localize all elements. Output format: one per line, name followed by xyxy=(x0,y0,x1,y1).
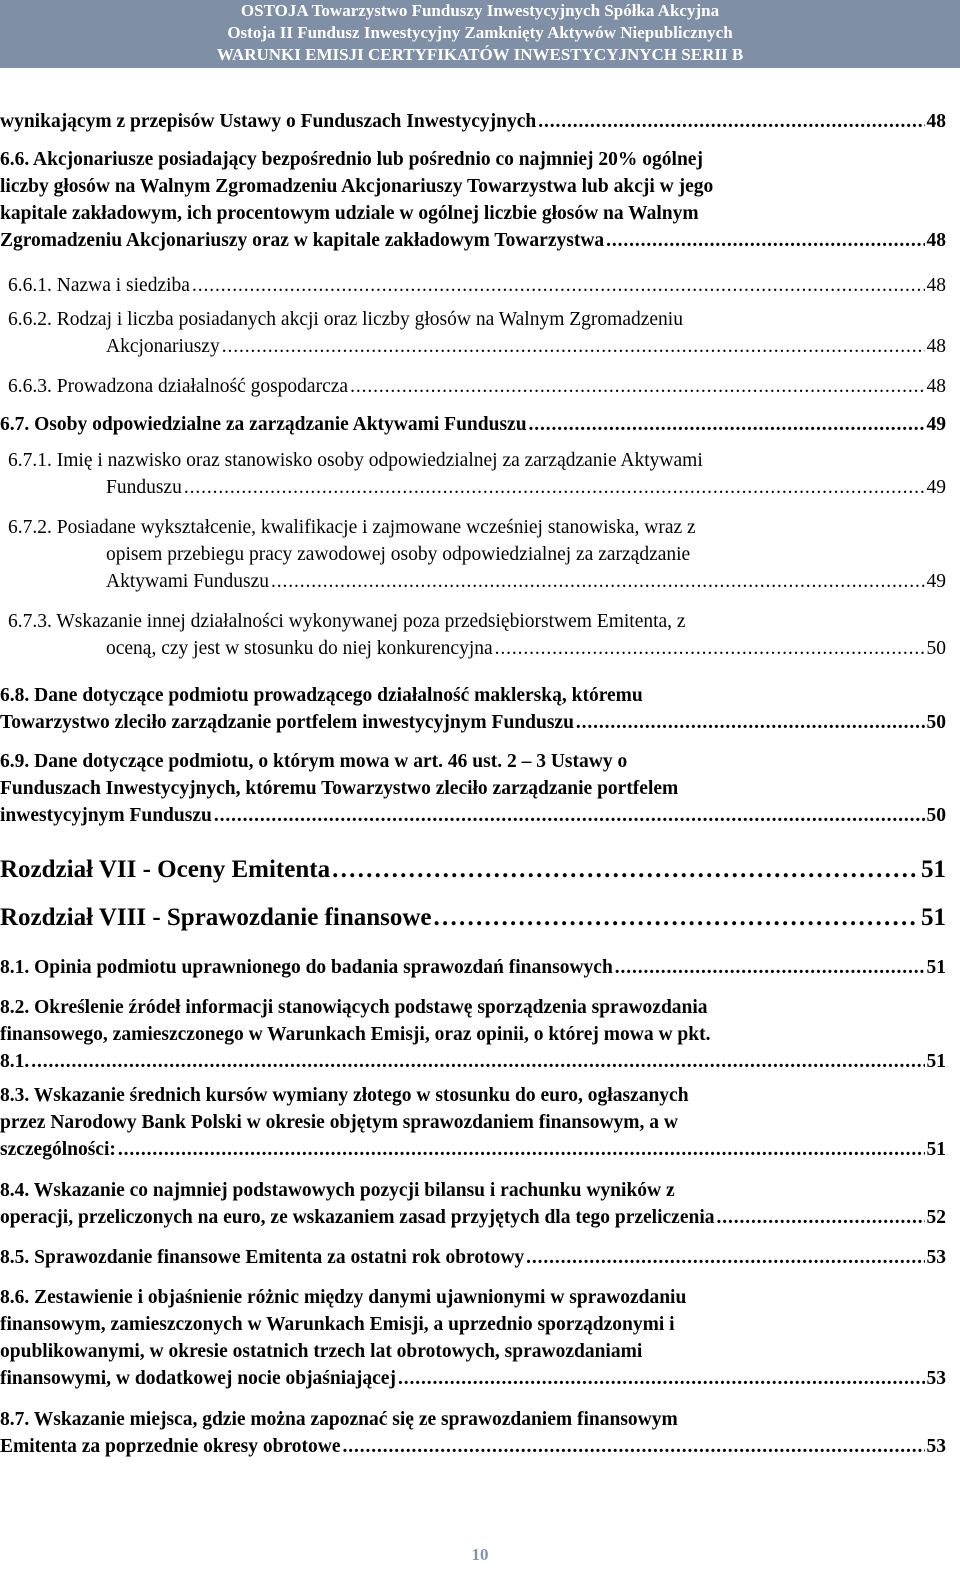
toc-page-number: 48 xyxy=(926,275,946,296)
toc-entry-text-last: Zgromadzeniu Akcjonariuszy oraz w kapitale zakładowym Towarzystwa xyxy=(0,230,605,251)
toc-entry-text: 8.1. Opinia podmiotu uprawnionego do badania sprawozdań finansowych xyxy=(0,957,613,978)
toc-entry-text: 6.8. Dane dotyczące podmiotu prowadzącego działalność maklerską, któremu xyxy=(0,685,643,706)
header-fund: Ostoja II Fundusz Inwestycyjny Zamknięty Aktywów Niepublicznych xyxy=(227,23,733,42)
toc-entry-text: 6.7. Osoby odpowiedzialne za zarządzanie Aktywami Funduszu xyxy=(0,414,527,435)
toc-leader xyxy=(576,709,925,736)
toc-page-number: 51 xyxy=(926,1051,946,1072)
toc-leader xyxy=(716,1204,924,1231)
toc-entry-text: 6.6. Akcjonariusze posiadający bezpośrednio lub pośrednio co najmniej 20% ogólnej xyxy=(0,149,703,170)
toc-page-number: 53 xyxy=(926,1368,946,1389)
toc-entry[interactable] xyxy=(0,108,946,135)
toc-leader xyxy=(118,1136,925,1163)
toc-entry[interactable] xyxy=(0,994,946,1075)
toc-entry-text-last: szczególności: xyxy=(0,1139,116,1160)
toc-page-number: 51 xyxy=(926,1139,946,1160)
toc-chapter[interactable] xyxy=(0,902,946,934)
toc-leader xyxy=(222,333,925,360)
toc-entry[interactable] xyxy=(8,514,946,595)
toc-page-number: 48 xyxy=(926,230,946,251)
toc-page-number: 51 xyxy=(921,856,946,883)
toc-entry[interactable] xyxy=(0,682,946,736)
toc-leader xyxy=(271,568,924,595)
toc-entry-text-last: oceną, czy jest w stosunku do niej konkurencyjna xyxy=(106,638,493,659)
header-company: OSTOJA Towarzystwo Funduszy Inwestycyjnych Spółka Akcyjna xyxy=(240,1,720,20)
toc-entry-text-last: Emitenta za poprzednie okresy obrotowe xyxy=(0,1436,341,1457)
toc-entry[interactable] xyxy=(0,954,946,981)
toc-entry-text-last: Towarzystwo zleciło zarządzanie portfelem inwestycyjnym Funduszu xyxy=(0,712,574,733)
toc-entry-continuation: liczby głosów na Walnym Zgromadzeniu Akcjonariuszy Towarzystwa lub akcji w jego xyxy=(0,176,714,197)
toc-leader xyxy=(332,854,919,886)
toc-entry-text-last: Aktywami Funduszu xyxy=(106,571,270,592)
toc-entry[interactable] xyxy=(0,1284,946,1392)
toc-entry-text-last: 8.1. xyxy=(0,1051,30,1072)
toc-page-number: 49 xyxy=(926,414,946,435)
toc-entry-text: 8.7. Wskazanie miejsca, gdzie można zapoznać się ze sprawozdaniem finansowym xyxy=(0,1409,678,1430)
toc-leader xyxy=(526,1244,924,1271)
toc-entry[interactable] xyxy=(0,1406,946,1460)
toc-entry-continuation: finansowego, zamieszczonego w Warunkach Emisji, oraz opinii, o której mowa w pkt. xyxy=(0,1024,711,1045)
toc-page-number: 48 xyxy=(926,376,946,397)
header-doc-title: WARUNKI EMISJI CERTYFIKATÓW INWESTYCYJNYCH SERII B xyxy=(216,45,744,64)
toc-page-number: 52 xyxy=(926,1207,946,1228)
toc-entry-continuation: opisem przebiegu pracy zawodowej osoby odpowiedzialnej za zarządzanie xyxy=(106,544,691,565)
toc-leader xyxy=(606,227,924,254)
toc-page-number: 51 xyxy=(926,957,946,978)
toc-leader xyxy=(31,1048,924,1075)
toc-page-number: 48 xyxy=(926,111,946,132)
toc-page-number: 51 xyxy=(921,904,946,931)
toc-entry[interactable] xyxy=(8,272,946,299)
toc-entry-continuation: finansowym, zamieszczonych w Warunkach Emisji, a uprzednio sporządzonymi i xyxy=(0,1314,675,1335)
toc-page-number: 49 xyxy=(926,477,946,498)
toc-entry-text: Rozdział VII - Oceny Emitenta xyxy=(0,856,331,883)
toc-entry[interactable] xyxy=(0,1177,946,1231)
toc-entry-text: 6.7.3. Wskazanie innej działalności wykonywanej poza przedsiębiorstwem Emitenta, z xyxy=(8,611,686,632)
toc-entry-text: 6.6.2. Rodzaj i liczba posiadanych akcji oraz liczby głosów na Walnym Zgromadzeniu xyxy=(8,309,683,330)
toc-page-number: 50 xyxy=(926,712,946,733)
toc-leader xyxy=(398,1365,925,1392)
toc-leader xyxy=(343,1433,925,1460)
toc-entry-text: 8.3. Wskazanie średnich kursów wymiany złotego w stosunku do euro, ogłaszanych xyxy=(0,1085,689,1106)
toc-leader xyxy=(495,635,925,662)
toc-entry-text: Rozdział VIII - Sprawozdanie finansowe xyxy=(0,904,432,931)
toc-entry-text: 8.5. Sprawozdanie finansowe Emitenta za ostatni rok obrotowy xyxy=(0,1247,525,1268)
toc-leader xyxy=(538,108,924,135)
toc-leader xyxy=(615,954,925,981)
toc-entry-text: 6.7.2. Posiadane wykształcenie, kwalifikacje i zajmowane wcześniej stanowiska, wraz z xyxy=(8,517,696,538)
toc-entry-text-last: finansowymi, w dodatkowej nocie objaśniającej xyxy=(0,1368,396,1389)
toc-entry[interactable] xyxy=(0,146,946,254)
page-number: 10 xyxy=(471,1545,489,1564)
toc-entry-text: 6.6.1. Nazwa i siedziba xyxy=(8,275,190,296)
toc-page-number: 53 xyxy=(926,1247,946,1268)
toc-page-number: 53 xyxy=(926,1436,946,1457)
toc-entry-continuation: opublikowanymi, w okresie ostatnich trzech lat obrotowych, sprawozdaniami xyxy=(0,1341,643,1362)
toc-entry-text-last: operacji, przeliczonych na euro, ze wskazaniem zasad przyjętych dla tego przeliczenia xyxy=(0,1207,715,1228)
toc-page-number: 50 xyxy=(926,805,946,826)
toc-entry[interactable] xyxy=(8,306,946,360)
toc-leader xyxy=(192,272,925,299)
toc-entry[interactable] xyxy=(8,373,946,400)
toc-entry-text: 6.9. Dane dotyczące podmiotu, o którym mowa w art. 46 ust. 2 – 3 Ustawy o xyxy=(0,751,628,772)
toc-page-number: 48 xyxy=(926,336,946,357)
toc-leader xyxy=(214,802,925,829)
toc-entry[interactable] xyxy=(0,748,946,829)
toc-entry-text-last: Akcjonariuszy xyxy=(106,336,220,357)
toc-page-number: 49 xyxy=(926,571,946,592)
document-header xyxy=(0,0,960,68)
toc-entry-continuation: kapitale zakładowym, ich procentowym udziale w ogólnej liczbie głosów na Walnym xyxy=(0,203,699,224)
toc-leader xyxy=(434,902,919,934)
toc-entry[interactable] xyxy=(8,608,946,662)
toc-entry[interactable] xyxy=(0,411,946,438)
toc-leader xyxy=(184,474,925,501)
toc-entry-text-last: Funduszu xyxy=(106,477,182,498)
toc-entry-text-last: inwestycyjnym Funduszu xyxy=(0,805,212,826)
toc-entry-text: wynikającym z przepisów Ustawy o Funduszach Inwestycyjnych xyxy=(0,111,537,132)
toc-entry-text: 6.7.1. Imię i nazwisko oraz stanowisko osoby odpowiedzialnej za zarządzanie Aktywami xyxy=(8,450,703,471)
toc-entry[interactable] xyxy=(0,1244,946,1271)
toc-entry-continuation: Funduszach Inwestycyjnych, któremu Towarzystwo zleciło zarządzanie portfelem xyxy=(0,778,679,799)
toc-entry[interactable] xyxy=(0,1082,946,1163)
toc-leader xyxy=(529,411,925,438)
toc-entry[interactable] xyxy=(8,447,946,501)
toc-entry-continuation: przez Narodowy Bank Polski w okresie objętym sprawozdaniem finansowym, a w xyxy=(0,1112,678,1133)
toc-entry-text: 8.4. Wskazanie co najmniej podstawowych pozycji bilansu i rachunku wyników z xyxy=(0,1180,675,1201)
toc-entry-text: 8.6. Zestawienie i objaśnienie różnic między danymi ujawnionymi w sprawozdaniu xyxy=(0,1287,687,1308)
toc-entry-text: 6.6.3. Prowadzona działalność gospodarcza xyxy=(8,376,349,397)
toc-entry-text: 8.2. Określenie źródeł informacji stanowiących podstawę sporządzenia sprawozdania xyxy=(0,997,708,1018)
toc-chapter[interactable] xyxy=(0,854,946,886)
toc-page-number: 50 xyxy=(926,638,946,659)
toc-leader xyxy=(350,373,924,400)
